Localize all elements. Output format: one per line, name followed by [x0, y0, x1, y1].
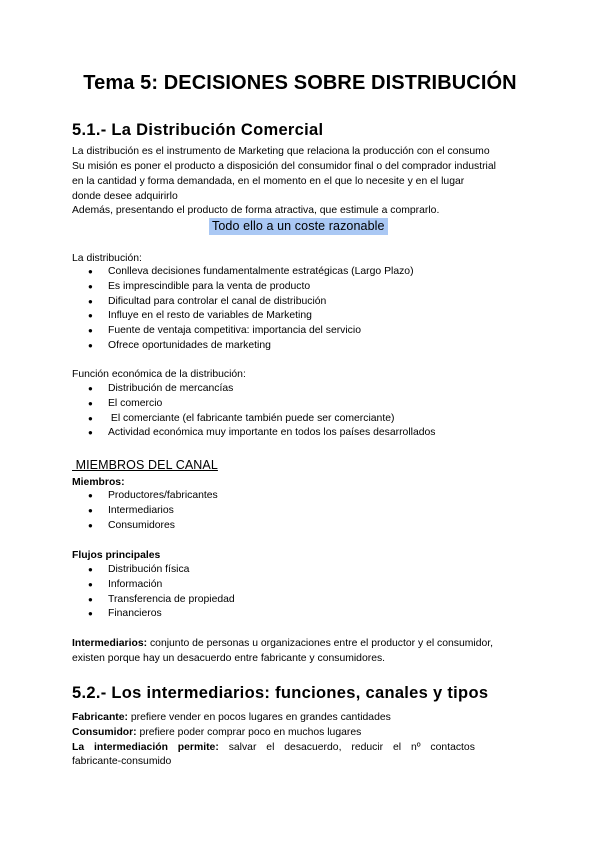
bullet-icon: ●: [88, 267, 93, 276]
bullet-icon: ●: [88, 491, 93, 500]
bullet-icon: ●: [88, 340, 93, 350]
consumidor-line: Consumidor: prefiere poder comprar poco en muchos lugares: [72, 727, 362, 738]
bullet-icon: ●: [88, 594, 93, 604]
intro-line-2: Su misión es poner el producto a disposición del consumidor final o del comprador industrial: [72, 161, 496, 172]
list-item: ● Productores/fabricantes: [72, 489, 532, 504]
intermediarios-paragraph-line-2: existen porque hay un desacuerdo entre fabricante y consumidores.: [72, 653, 386, 664]
fabricante-term: Fabricante:: [72, 712, 129, 723]
list-item: ● Influye en el resto de variables de Marketing: [72, 309, 532, 324]
miembros-list: [72, 489, 532, 533]
list-item: ● Financieros: [72, 607, 532, 622]
list-item: ● Transferencia de propiedad: [72, 593, 532, 608]
list-item: ● El comercio: [72, 397, 532, 412]
funcion-list: [72, 382, 532, 441]
flujos-label: Flujos principales: [72, 550, 161, 561]
list-item: ● Conlleva decisiones fundamentalmente estratégicas (Largo Plazo): [72, 265, 532, 280]
list-item: ● Dificultad para controlar el canal de distribución: [72, 295, 532, 310]
bullet-icon: ●: [88, 520, 93, 530]
fabricante-line: Fabricante: prefiere vender en pocos lugares en grandes cantidades: [72, 712, 391, 723]
flujos-list: [72, 563, 532, 622]
list-item: ● Ofrece oportunidades de marketing: [72, 339, 532, 354]
intermediacion-line: La intermediación permite: salvar el desacuerdo, reducir el nº contactos: [72, 742, 475, 753]
bullet-icon: ●: [88, 398, 93, 408]
bullet-icon: ●: [88, 281, 93, 291]
distribucion-label: La distribución:: [72, 253, 142, 264]
list-item: ● Información: [72, 578, 532, 593]
highlighted-note: Todo ello a un coste razonable: [209, 218, 388, 235]
consumidor-term: Consumidor:: [72, 727, 137, 738]
bullet-icon: ●: [88, 384, 93, 393]
bullet-icon: ●: [88, 609, 93, 619]
list-item: ● Consumidores: [72, 519, 532, 534]
intermediarios-term: Intermediarios:: [72, 638, 148, 649]
intro-line-4: donde desee adquirirlo: [72, 191, 178, 202]
bullet-icon: ●: [88, 326, 93, 336]
section-heading-5-1: 5.1.- La Distribución Comercial: [72, 121, 324, 139]
bullet-icon: ●: [88, 296, 93, 306]
distribucion-list: [72, 265, 532, 354]
list-item: ● Distribución física: [72, 563, 532, 578]
document-title: Tema 5: DECISIONES SOBRE DISTRIBUCIÓN: [83, 72, 517, 94]
bullet-icon: ●: [88, 565, 93, 574]
bullet-icon: ●: [88, 505, 93, 515]
list-item: ● Intermediarios: [72, 504, 532, 519]
list-item: ● Distribución de mercancías: [72, 382, 532, 397]
intermediacion-line-2: fabricante-consumido: [72, 756, 172, 767]
list-item: ● Fuente de ventaja competitiva: importancia del servicio: [72, 324, 532, 339]
intermediarios-paragraph: Intermediarios: conjunto de personas u organizaciones entre el productor y el consumidor,: [72, 638, 494, 649]
intermediacion-term: La intermediación permite:: [72, 742, 219, 753]
bullet-icon: ●: [88, 413, 93, 423]
list-item: ● Actividad económica muy importante en todos los países desarrollados: [72, 426, 532, 441]
miembros-label: Miembros:: [72, 477, 125, 488]
intro-line-1: La distribución es el instrumento de Marketing que relaciona la producción con el consumo: [72, 146, 490, 157]
funcion-label: Función económica de la distribución:: [72, 369, 246, 380]
bullet-icon: ●: [88, 579, 93, 589]
bullet-icon: ●: [88, 428, 93, 438]
intro-line-5: Además, presentando el producto de forma atractiva, que estimule a comprarlo.: [72, 205, 440, 216]
intro-line-3: en la cantidad y forma demandada, en el momento en el que lo necesite y en el lugar: [72, 176, 465, 187]
list-item: ● El comerciante (el fabricante también puede ser comerciante): [72, 412, 532, 427]
section-heading-5-2: 5.2.- Los intermediarios: funciones, canales y tipos: [72, 684, 489, 702]
list-item: ● Es imprescindible para la venta de producto: [72, 280, 532, 295]
miembros-canal-title: MIEMBROS DEL CANAL: [72, 458, 218, 472]
bullet-icon: ●: [88, 311, 93, 321]
